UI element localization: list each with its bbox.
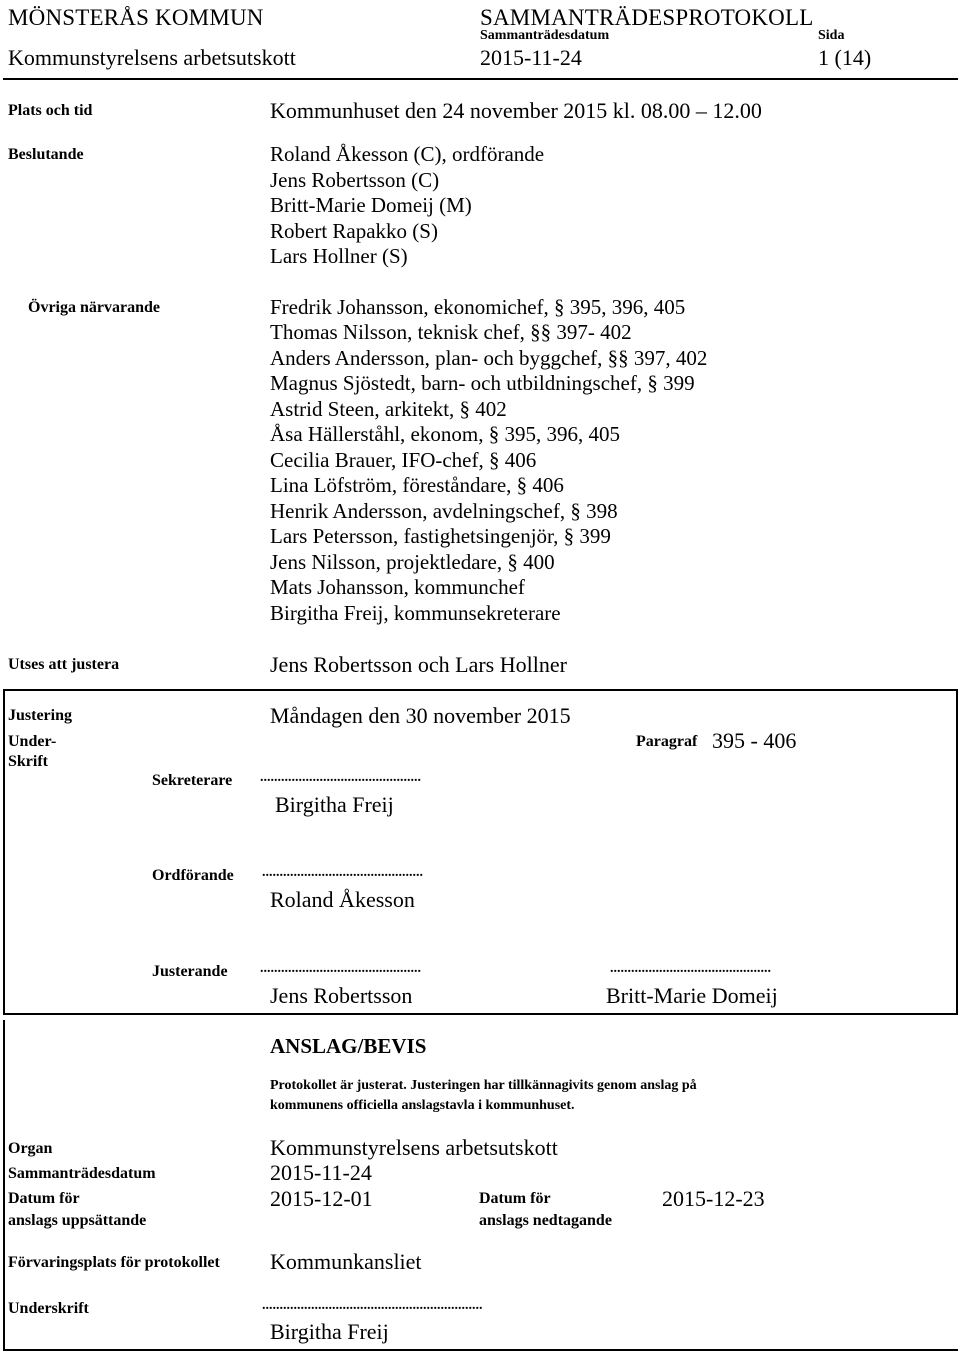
adjustment-value: Måndagen den 30 november 2015 [270,703,571,728]
list-item: Lars Hollner (S) [270,244,408,268]
adjusters-value: Jens Robertsson och Lars Hollner [270,652,567,677]
organ-label: Organ [8,1140,53,1157]
secretary-signature-line: .............................................. [260,770,421,785]
adjusters-label: Utses att justera [8,656,120,673]
paragraph-label: Paragraf [636,733,698,750]
signature-box-left-border [3,689,5,1014]
posted-date: 2015-12-01 [270,1186,373,1211]
list-item: Robert Rapakko (S) [270,219,438,243]
list-item: Thomas Nilsson, teknisk chef, §§ 397- 402 [270,320,632,344]
list-item: Cecilia Brauer, IFO-chef, § 406 [270,448,537,472]
posted-label-line1: Datum för [8,1190,80,1207]
page-number: 1 (14) [818,45,872,70]
municipality-name: MÖNSTERÅS KOMMUN [8,5,264,30]
header-date-label: Sammanträdesdatum [480,28,610,43]
list-item: Magnus Sjöstedt, barn- och utbildningschef, § 399 [270,371,695,395]
notice-signature-name: Birgitha Freij [270,1319,389,1344]
chair-name: Roland Åkesson [270,887,415,912]
adjuster1-signature-line: .............................................. [260,961,421,976]
chair-signature-line: .............................................. [262,865,423,880]
list-item: Roland Åkesson (C), ordförande [270,142,545,166]
paragraph-value: 395 - 406 [712,728,797,753]
adjuster2-name: Britt-Marie Domeij [606,983,778,1008]
adjuster-label: Justerande [152,963,228,980]
adjuster2-signature-line: .............................................. [610,961,771,976]
notice-signature-line: ............................................................... [262,1298,483,1313]
header-rule [3,78,958,80]
meeting-date: 2015-11-24 [480,45,582,70]
place-value: Kommunhuset den 24 november 2015 kl. 08.00 – 12.00 [270,98,762,123]
others-label: Övriga närvarande [28,299,160,316]
secretary-label: Sekreterare [152,772,233,789]
organ-value: Kommunstyrelsens arbetsutskott [270,1135,558,1160]
document-type: SAMMANTRÄDESPROTOKOLL [480,5,814,30]
list-item: Jens Nilsson, projektledare, § 400 [270,550,555,574]
section-rule [3,689,958,691]
list-item: Astrid Steen, arkitekt, § 402 [270,397,507,421]
storage-label: Förvaringsplats för protokollet [8,1254,220,1271]
notice-text-line1: Protokollet är justerat. Justeringen har tillkännagivits genom anslag på [270,1078,697,1093]
removed-label-line2: anslags nedtagande [479,1212,612,1229]
committee-name: Kommunstyrelsens arbetsutskott [8,45,296,70]
place-label: Plats och tid [8,102,93,119]
list-item: Britt-Marie Domeij (M) [270,193,472,217]
list-item: Anders Andersson, plan- och byggchef, §§ 397, 402 [270,346,708,370]
list-item: Jens Robertsson (C) [270,168,440,192]
notice-date-value: 2015-11-24 [270,1160,372,1185]
list-item: Åsa Hällerståhl, ekonom, § 395, 396, 405 [270,422,620,446]
list-item: Henrik Andersson, avdelningschef, § 398 [270,499,618,523]
list-item: Mats Johansson, kommunchef [270,575,525,599]
notice-date-label: Sammanträdesdatum [8,1165,156,1182]
removed-date: 2015-12-23 [662,1186,765,1211]
removed-label-line1: Datum för [479,1190,551,1207]
posted-label-line2: anslags uppsättande [8,1212,147,1229]
list-item: Lars Petersson, fastighetsingenjör, § 399 [270,524,611,548]
list-item: Fredrik Johansson, ekonomichef, § 395, 396, 405 [270,295,686,319]
signature-label: Underskrift [8,1300,89,1317]
notice-title: ANSLAG/BEVIS [270,1034,427,1058]
list-item: Birgitha Freij, kommunsekreterare [270,601,561,625]
adjuster1-name: Jens Robertsson [270,983,413,1008]
deciding-label: Beslutande [8,146,84,163]
under-label: Under- [8,733,57,750]
secretary-name: Birgitha Freij [275,792,394,817]
notice-box-bottom-rule [3,1349,958,1351]
signature-box-bottom-rule [3,1013,958,1015]
skrift-label: Skrift [8,753,48,770]
header-page-label: Sida [818,28,845,43]
storage-value: Kommunkansliet [270,1249,422,1274]
list-item: Lina Löfström, föreståndare, § 406 [270,473,564,497]
chair-label: Ordförande [152,867,234,884]
adjustment-label: Justering [8,707,72,724]
signature-box-right-border [956,689,958,1014]
notice-box-left-border [3,1020,5,1350]
notice-text-line2: kommunens officiella anslagstavla i kommunhuset. [270,1098,575,1113]
